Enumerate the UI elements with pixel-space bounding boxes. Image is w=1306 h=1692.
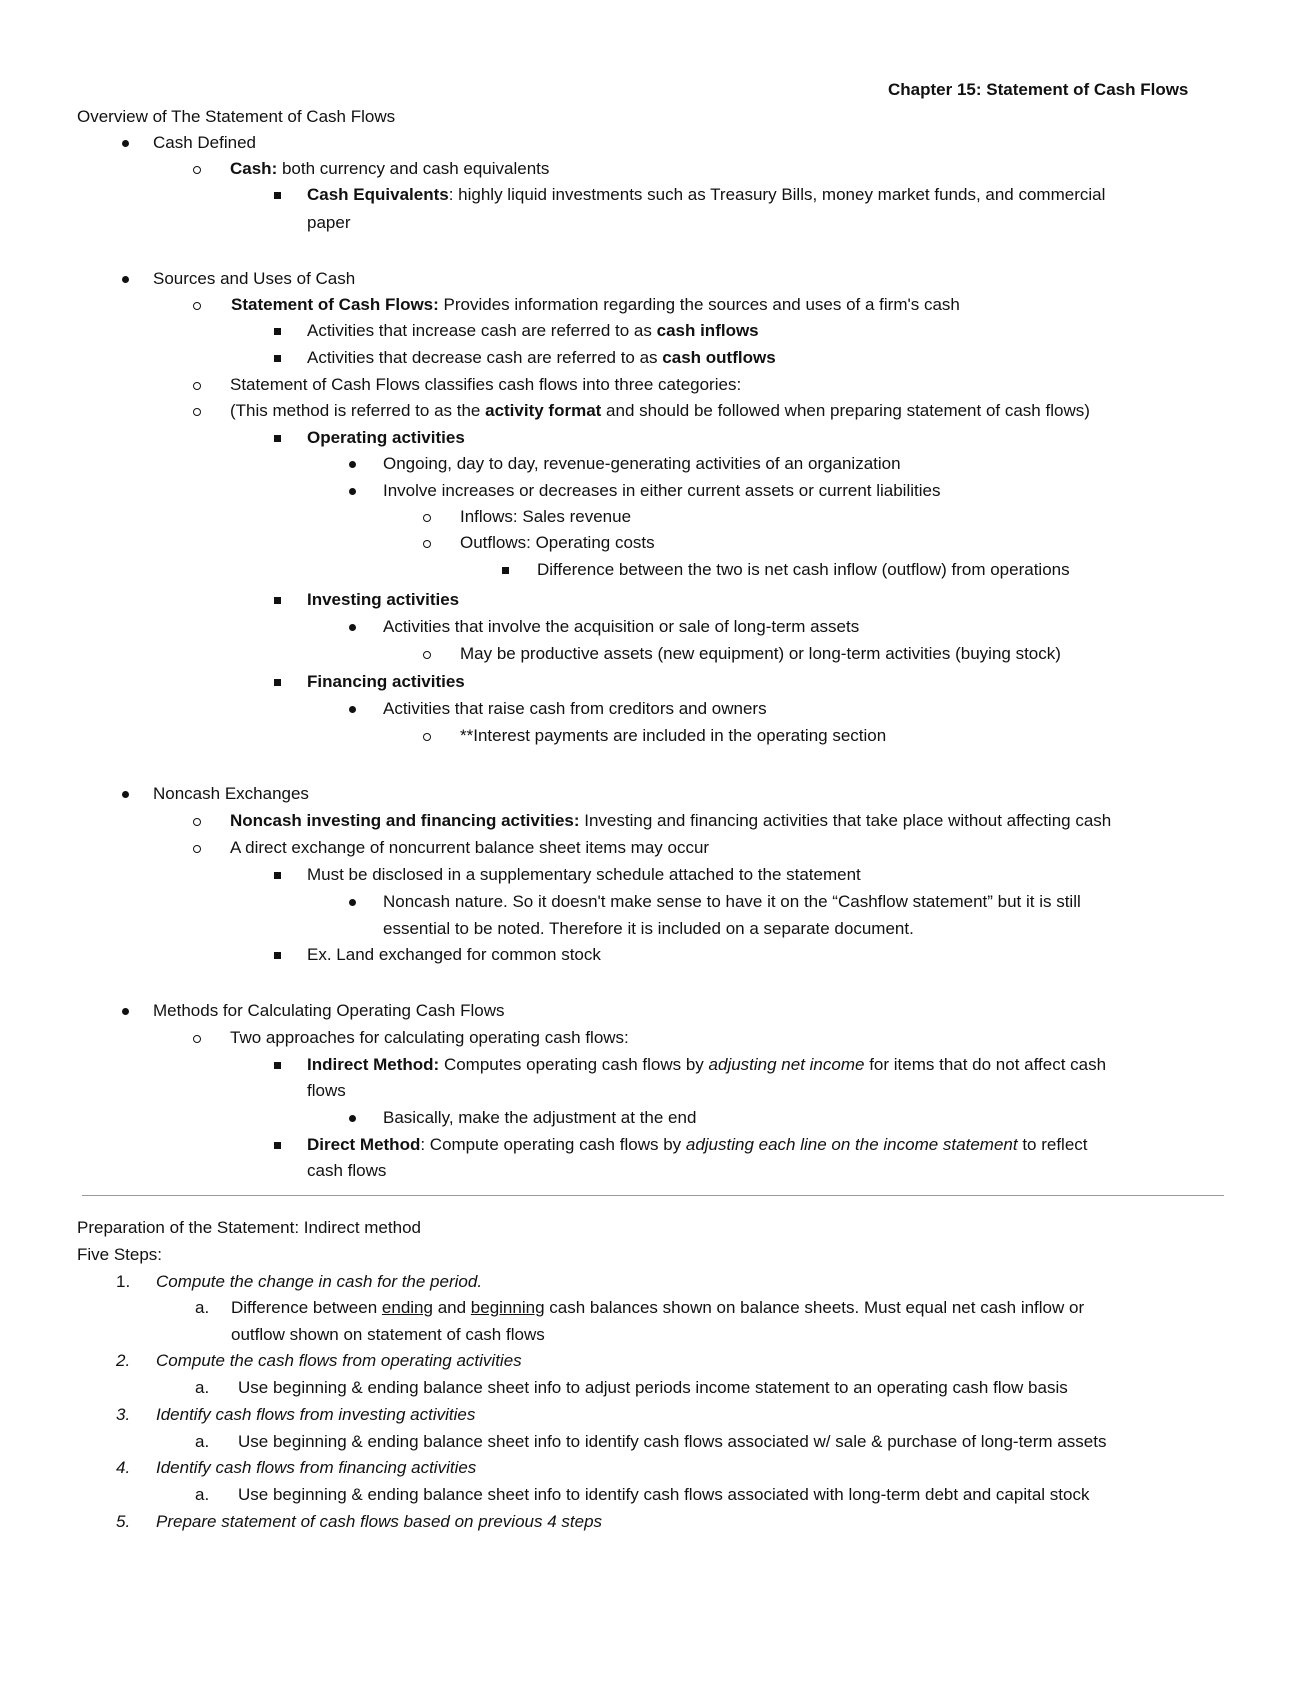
inflows-item: Inflows: Sales revenue: [460, 507, 632, 526]
indirect-method-item: Indirect Method: Computes operating cash flows by adjusting net income for items that do not affect cash: [307, 1055, 1107, 1074]
example-item: Ex. Land exchanged for common stock: [307, 945, 601, 964]
noncash-nature-continued: essential to be noted. Therefore it is included on a separate document.: [383, 919, 914, 938]
overview-heading: Overview of The Statement of Cash Flows: [77, 107, 396, 126]
noncash-nature-item: Noncash nature. So it doesn't make sense to have it on the “Cashflow statement” but it is still: [383, 892, 1081, 911]
bullet-icon: [122, 1008, 129, 1015]
cash-equivalents-definition: Cash Equivalents: highly liquid investments such as Treasury Bills, money market funds, and commercial: [307, 185, 1106, 204]
horizontal-divider: [82, 1195, 1224, 1196]
square-bullet-icon: [274, 355, 281, 362]
circle-bullet-icon: [193, 1035, 201, 1043]
investing-item-1: Activities that involve the acquisition or sale of long-term assets: [383, 617, 860, 636]
bullet-icon: [349, 1115, 356, 1122]
circle-bullet-icon: [193, 302, 201, 310]
step-5: Prepare statement of cash flows based on previous 4 steps: [156, 1512, 603, 1531]
cash-definition: Cash: both currency and cash equivalents: [230, 159, 550, 178]
investing-activities-label: Investing activities: [307, 590, 460, 609]
square-bullet-icon: [274, 679, 281, 686]
circle-bullet-icon: [193, 818, 201, 826]
operating-activities-label: Operating activities: [307, 428, 465, 447]
circle-bullet-icon: [423, 733, 431, 741]
two-approaches-item: Two approaches for calculating operating cash flows:: [230, 1028, 629, 1047]
bullet-icon: [349, 899, 356, 906]
step-2a: Use beginning & ending balance sheet info to adjust periods income statement to an operating cash flow basis: [238, 1378, 1068, 1397]
circle-bullet-icon: [193, 382, 201, 390]
bullet-icon: [349, 624, 356, 631]
step-letter: a.: [195, 1432, 210, 1451]
step-4a: Use beginning & ending balance sheet info to identify cash flows associated with long-term debt and capital stock: [238, 1485, 1090, 1504]
bullet-icon: [122, 140, 129, 147]
bullet-icon: [122, 276, 129, 283]
scf-definition: Statement of Cash Flows: Provides information regarding the sources and uses of a firm's cash: [231, 295, 960, 314]
bullet-icon: [122, 791, 129, 798]
preparation-heading: Preparation of the Statement: Indirect method: [77, 1218, 421, 1237]
financing-item-1: Activities that raise cash from creditors and owners: [383, 699, 767, 718]
direct-method-item: Direct Method: Compute operating cash flows by adjusting each line on the income statement to reflect: [307, 1135, 1088, 1154]
cash-equivalents-continued: paper: [307, 213, 351, 232]
cash-defined-label: Cash Defined: [153, 133, 257, 152]
chapter-title: Chapter 15: Statement of Cash Flows: [888, 80, 1189, 99]
circle-bullet-icon: [423, 514, 431, 522]
methods-label: Methods for Calculating Operating Cash Flows: [153, 1001, 505, 1020]
square-bullet-icon: [274, 872, 281, 879]
step-number: 4.: [116, 1458, 131, 1477]
step-1: Compute the change in cash for the period.: [156, 1272, 483, 1291]
operating-item-2: Involve increases or decreases in either current assets or current liabilities: [383, 481, 941, 500]
disclosed-item: Must be disclosed in a supplementary schedule attached to the statement: [307, 865, 861, 884]
difference-item: Difference between the two is net cash inflow (outflow) from operations: [537, 560, 1070, 579]
step-2: Compute the cash flows from operating activities: [156, 1351, 522, 1370]
circle-bullet-icon: [423, 651, 431, 659]
bullet-icon: [349, 488, 356, 495]
cash-outflows-item: Activities that decrease cash are referred to as cash outflows: [307, 348, 776, 367]
investing-sub-1: May be productive assets (new equipment) or long-term activities (buying stock): [460, 644, 1061, 663]
operating-item-1: Ongoing, day to day, revenue-generating activities of an organization: [383, 454, 901, 473]
square-bullet-icon: [274, 1142, 281, 1149]
square-bullet-icon: [274, 1062, 281, 1069]
circle-bullet-icon: [193, 408, 201, 416]
step-number: 5.: [116, 1512, 131, 1531]
step-3a: Use beginning & ending balance sheet info to identify cash flows associated w/ sale & purchase of long-term assets: [238, 1432, 1107, 1451]
financing-sub-1: **Interest payments are included in the operating section: [460, 726, 887, 745]
circle-bullet-icon: [193, 845, 201, 853]
square-bullet-icon: [502, 567, 509, 574]
direct-method-continued: cash flows: [307, 1161, 387, 1180]
square-bullet-icon: [274, 952, 281, 959]
step-1a: Difference between ending and beginning cash balances shown on balance sheets. Must equal net cash inflow or: [231, 1298, 1085, 1317]
step-1a-continued: outflow shown on statement of cash flows: [231, 1325, 545, 1344]
step-number: 1.: [116, 1272, 131, 1291]
square-bullet-icon: [274, 192, 281, 199]
sources-uses-label: Sources and Uses of Cash: [153, 269, 356, 288]
square-bullet-icon: [274, 597, 281, 604]
step-3: Identify cash flows from investing activities: [156, 1405, 476, 1424]
step-letter: a.: [195, 1378, 210, 1397]
step-letter: a.: [195, 1298, 210, 1317]
noncash-definition: Noncash investing and financing activities: Investing and financing activities that take place without affecting cash: [230, 811, 1112, 830]
circle-bullet-icon: [423, 540, 431, 548]
step-number: 2.: [116, 1351, 131, 1370]
bullet-icon: [349, 706, 356, 713]
circle-bullet-icon: [193, 166, 201, 174]
five-steps-label: Five Steps:: [77, 1245, 163, 1264]
classifies-item: Statement of Cash Flows classifies cash flows into three categories:: [230, 375, 742, 394]
financing-activities-label: Financing activities: [307, 672, 465, 691]
step-letter: a.: [195, 1485, 210, 1504]
outflows-item: Outflows: Operating costs: [460, 533, 655, 552]
indirect-sub-item: Basically, make the adjustment at the end: [383, 1108, 697, 1127]
bullet-icon: [349, 461, 356, 468]
step-number: 3.: [116, 1405, 131, 1424]
noncash-label: Noncash Exchanges: [153, 784, 309, 803]
square-bullet-icon: [274, 435, 281, 442]
activity-format-item: (This method is referred to as the activity format and should be followed when preparing statement of cash flows): [230, 401, 1090, 420]
direct-exchange-item: A direct exchange of noncurrent balance sheet items may occur: [230, 838, 710, 857]
step-4: Identify cash flows from financing activities: [156, 1458, 477, 1477]
cash-inflows-item: Activities that increase cash are referred to as cash inflows: [307, 321, 759, 340]
indirect-method-continued: flows: [307, 1081, 346, 1100]
square-bullet-icon: [274, 328, 281, 335]
